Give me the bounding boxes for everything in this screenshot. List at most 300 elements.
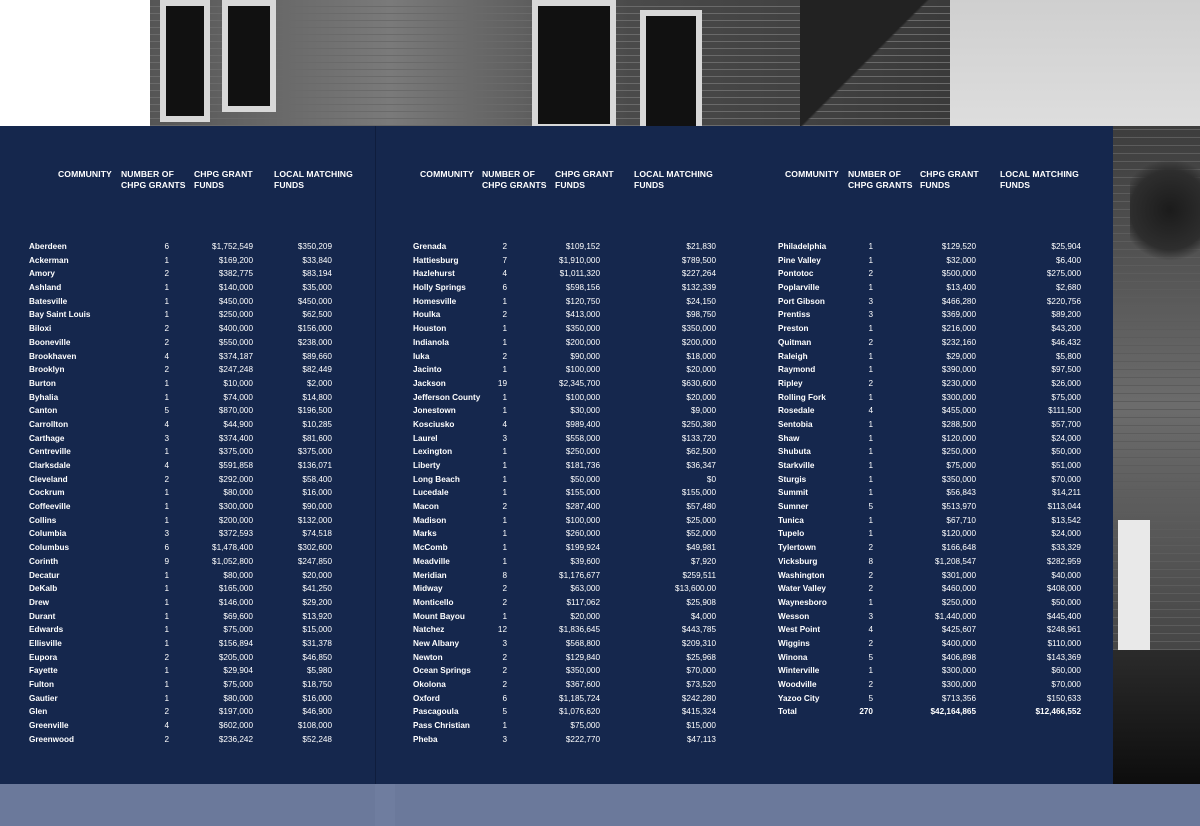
header-number-of-grants <box>848 169 913 190</box>
local-matching-funds: $89,200 <box>1051 310 1081 320</box>
grant-funds: $400,000 <box>218 324 253 334</box>
community-name: Cockrum <box>29 488 65 498</box>
grant-count: 2 <box>502 652 507 662</box>
header-grant-funds-line: CHPG GRANT <box>920 169 979 179</box>
table-row <box>749 459 1113 473</box>
community-name: Pine Valley <box>778 255 821 265</box>
grant-funds: $1,440,000 <box>935 611 976 621</box>
local-matching-funds: $13,542 <box>1051 515 1081 525</box>
local-matching-funds: $24,000 <box>1051 529 1081 539</box>
grant-count: 4 <box>164 461 169 470</box>
community-name: Columbus <box>29 543 70 553</box>
header-number-of-grants-line: CHPG GRANTS <box>848 179 913 190</box>
grant-count: 1 <box>164 680 169 689</box>
grant-count: 1 <box>868 515 873 525</box>
grant-funds: $197,000 <box>218 707 253 717</box>
local-matching-funds: $247,850 <box>297 556 332 566</box>
table-row <box>0 705 364 719</box>
community-name: Water Valley <box>778 584 826 594</box>
grant-funds: $870,000 <box>218 406 253 416</box>
local-matching-funds: $238,000 <box>297 337 332 347</box>
community-name: Starkville <box>778 461 815 470</box>
table-row <box>0 267 364 281</box>
grant-count: 1 <box>868 242 873 251</box>
community-name: Newton <box>413 652 443 662</box>
grant-count: 3 <box>868 296 873 306</box>
local-matching-funds: $275,000 <box>1046 269 1081 279</box>
grant-funds: $247,248 <box>218 365 253 375</box>
table-row <box>384 569 748 583</box>
table-row <box>0 473 364 487</box>
table-row <box>749 596 1113 610</box>
community-name: Macon <box>413 502 439 512</box>
grant-funds: $129,840 <box>565 652 600 662</box>
community-name: Marks <box>413 529 437 539</box>
community-name: Ocean Springs <box>413 666 471 676</box>
table-row <box>0 596 364 610</box>
local-matching-funds: $50,000 <box>1051 447 1081 457</box>
grant-count: 1 <box>868 283 873 293</box>
grant-count: 1 <box>502 324 507 334</box>
community-name: Yazoo City <box>778 693 820 703</box>
window-center-left <box>222 0 276 112</box>
grant-count: 9 <box>164 556 169 566</box>
grant-funds: $80,000 <box>223 693 253 703</box>
local-matching-funds: $155,000 <box>681 488 716 498</box>
community-name: Natchez <box>413 625 445 635</box>
grant-count: 1 <box>868 597 873 607</box>
grant-funds: $1,011,320 <box>559 269 600 279</box>
grant-count: 3 <box>868 611 873 621</box>
grant-count: 2 <box>164 707 169 717</box>
local-matching-funds: $25,908 <box>686 597 716 607</box>
grant-count: 1 <box>502 488 507 498</box>
community-name: Centreville <box>29 447 71 457</box>
community-name: Decatur <box>29 570 60 580</box>
table-row <box>0 350 364 364</box>
grant-count: 4 <box>164 351 169 361</box>
grant-funds: $369,000 <box>941 310 976 320</box>
local-matching-funds: $73,520 <box>686 680 716 689</box>
grant-funds: $450,000 <box>218 296 253 306</box>
community-name: Greenville <box>29 721 69 731</box>
table-row <box>0 555 364 569</box>
grant-count: 1 <box>502 556 507 566</box>
local-matching-funds: $9,000 <box>690 406 716 416</box>
header-grant-funds <box>920 169 979 190</box>
grant-funds: $602,000 <box>218 721 253 731</box>
community-name: Okolona <box>413 680 446 689</box>
local-matching-funds: $62,500 <box>686 447 716 457</box>
community-name: Batesville <box>29 296 68 306</box>
grant-funds: $513,970 <box>941 502 976 512</box>
grant-funds: $466,280 <box>941 296 976 306</box>
grant-funds: $250,000 <box>565 447 600 457</box>
table-row <box>749 322 1113 336</box>
header-number-of-grants-line: NUMBER OF <box>121 169 174 179</box>
table-row <box>384 705 748 719</box>
local-matching-funds: $33,840 <box>302 255 332 265</box>
community-name: Ripley <box>778 378 803 388</box>
grant-funds: $75,000 <box>570 721 600 731</box>
grant-funds: $236,242 <box>218 734 253 744</box>
grant-funds: $90,000 <box>570 351 600 361</box>
local-matching-funds: $259,511 <box>682 570 716 580</box>
grant-count: 3 <box>164 529 169 539</box>
grant-count: 2 <box>164 269 169 279</box>
table-row <box>384 555 748 569</box>
community-name: Booneville <box>29 337 71 347</box>
table-row <box>384 432 748 446</box>
community-name: Preston <box>778 324 809 334</box>
grant-count: 2 <box>868 378 873 388</box>
table-row <box>384 527 748 541</box>
local-matching-funds: $21,830 <box>686 242 716 251</box>
local-matching-funds: $156,000 <box>297 324 332 334</box>
grant-funds: $713,356 <box>941 693 976 703</box>
table-row <box>749 404 1113 418</box>
community-name: Poplarville <box>778 283 820 293</box>
community-name: Lucedale <box>413 488 449 498</box>
local-matching-funds: $443,785 <box>681 625 716 635</box>
grant-count: 1 <box>164 310 169 320</box>
community-name: Byhalia <box>29 392 59 402</box>
table-row <box>384 623 748 637</box>
header-number-of-grants <box>121 169 186 190</box>
grant-count: 4 <box>868 406 873 416</box>
local-matching-funds: $375,000 <box>297 447 332 457</box>
community-name: Glen <box>29 707 48 717</box>
table-row <box>384 651 748 665</box>
local-matching-funds: $196,500 <box>297 406 332 416</box>
community-name: Oxford <box>413 693 440 703</box>
grant-count: 2 <box>164 337 169 347</box>
local-matching-funds: $46,850 <box>302 652 332 662</box>
table-row <box>0 404 364 418</box>
local-matching-funds: $14,800 <box>302 392 332 402</box>
table-row <box>749 308 1113 322</box>
grant-funds: $200,000 <box>218 515 253 525</box>
local-matching-funds: $5,980 <box>306 666 332 676</box>
community-name: Tylertown <box>778 543 817 553</box>
table-row <box>384 596 748 610</box>
header-local-matching-line: LOCAL MATCHING <box>634 169 713 179</box>
grant-count: 1 <box>868 433 873 443</box>
grant-count: 1 <box>502 474 507 484</box>
table-row <box>384 541 748 555</box>
grant-funds: $250,000 <box>218 310 253 320</box>
local-matching-funds: $25,968 <box>686 652 716 662</box>
header-community-line: COMMUNITY <box>420 169 474 179</box>
table-row <box>749 610 1113 624</box>
local-matching-funds: $20,000 <box>686 392 716 402</box>
local-matching-funds: $26,000 <box>1051 378 1081 388</box>
grant-count: 1 <box>164 502 169 512</box>
table-row <box>749 363 1113 377</box>
table-row <box>384 295 748 309</box>
local-matching-funds: $60,000 <box>1051 666 1081 676</box>
community-name: Corinth <box>29 556 59 566</box>
grant-count: 12 <box>497 625 507 635</box>
table-row <box>384 582 748 596</box>
community-name: Carthage <box>29 433 65 443</box>
table-row <box>0 541 364 555</box>
local-matching-funds: $12,466,552 <box>1035 707 1081 717</box>
local-matching-funds: $36,347 <box>686 461 716 470</box>
grant-funds: $250,000 <box>941 447 976 457</box>
grant-funds: $406,898 <box>941 652 976 662</box>
table-row <box>384 254 748 268</box>
grant-count: 1 <box>502 337 507 347</box>
community-name: Wiggins <box>778 638 810 648</box>
local-matching-funds: $16,000 <box>302 488 332 498</box>
table-row <box>0 486 364 500</box>
community-name: Ellisville <box>29 638 62 648</box>
local-matching-funds: $41,250 <box>302 584 332 594</box>
grant-funds: $32,000 <box>946 255 976 265</box>
community-name: Brooklyn <box>29 365 65 375</box>
local-matching-funds: $81,600 <box>302 433 332 443</box>
local-matching-funds: $250,380 <box>681 419 716 429</box>
local-matching-funds: $132,339 <box>681 283 716 293</box>
community-name: Monticello <box>413 597 454 607</box>
community-name: Quitman <box>778 337 812 347</box>
table-row <box>384 322 748 336</box>
grant-funds: $372,593 <box>218 529 253 539</box>
table-row <box>384 363 748 377</box>
grant-count: 1 <box>164 296 169 306</box>
table-row <box>749 473 1113 487</box>
local-matching-funds: $29,200 <box>302 597 332 607</box>
table-row <box>749 377 1113 391</box>
grant-funds: $1,836,645 <box>559 625 600 635</box>
grant-funds: $2,345,700 <box>559 378 600 388</box>
local-matching-funds: $14,211 <box>1052 488 1081 498</box>
grant-funds: $75,000 <box>223 680 253 689</box>
grant-count: 1 <box>164 625 169 635</box>
community-name: Pascagoula <box>413 707 459 717</box>
grant-funds: $42,164,865 <box>930 707 976 717</box>
grant-funds: $300,000 <box>941 392 976 402</box>
local-matching-funds: $350,209 <box>297 242 332 251</box>
table-row <box>749 281 1113 295</box>
local-matching-funds: $248,961 <box>1046 625 1081 635</box>
grant-funds: $374,400 <box>218 433 253 443</box>
grant-funds: $500,000 <box>941 269 976 279</box>
table-row <box>384 404 748 418</box>
table-row <box>0 445 364 459</box>
side-window <box>1118 520 1150 650</box>
local-matching-funds: $25,904 <box>1051 242 1081 251</box>
local-matching-funds: $6,400 <box>1055 255 1081 265</box>
total-row <box>749 705 1113 719</box>
grant-count: 1 <box>502 406 507 416</box>
local-matching-funds: $450,000 <box>297 296 332 306</box>
table-row <box>749 527 1113 541</box>
community-name: Tunica <box>778 515 804 525</box>
table-row <box>749 418 1113 432</box>
local-matching-funds: $51,000 <box>1051 461 1081 470</box>
header-grant-funds-line: FUNDS <box>194 179 225 190</box>
grant-funds: $56,843 <box>946 488 976 498</box>
header-community <box>785 169 839 180</box>
grant-count: 5 <box>868 652 873 662</box>
table-row <box>749 678 1113 692</box>
grant-funds: $156,894 <box>218 638 253 648</box>
grant-funds: $1,910,000 <box>559 255 600 265</box>
grant-funds: $1,052,800 <box>212 556 253 566</box>
grant-count: 1 <box>164 392 169 402</box>
header-number-of-grants-line: CHPG GRANTS <box>121 179 186 190</box>
grant-count: 2 <box>868 543 873 553</box>
community-name: Shaw <box>778 433 800 443</box>
local-matching-funds: $408,000 <box>1046 584 1081 594</box>
grant-count: 1 <box>868 419 873 429</box>
grant-count: 1 <box>502 543 507 553</box>
local-matching-funds: $282,959 <box>1046 556 1081 566</box>
grant-count: 1 <box>164 693 169 703</box>
table-row <box>384 336 748 350</box>
community-name: Kosciusko <box>413 419 455 429</box>
header-number-of-grants-line: NUMBER OF <box>848 169 901 179</box>
grant-count: 4 <box>868 625 873 635</box>
grant-funds: $30,000 <box>570 406 600 416</box>
table-row <box>384 678 748 692</box>
grant-count: 2 <box>868 680 873 689</box>
community-name: Sumner <box>778 502 809 512</box>
grant-count: 3 <box>164 433 169 443</box>
table-row <box>0 281 364 295</box>
grant-count: 2 <box>502 584 507 594</box>
local-matching-funds: $97,500 <box>1051 365 1081 375</box>
table-row <box>749 514 1113 528</box>
table-row <box>0 610 364 624</box>
local-matching-funds: $74,518 <box>302 529 332 539</box>
grant-count: 1 <box>164 255 169 265</box>
grant-funds: $75,000 <box>223 625 253 635</box>
community-name: Lexington <box>413 447 453 457</box>
community-name: Drew <box>29 597 50 607</box>
local-matching-funds: $13,600.00 <box>675 584 716 594</box>
grant-funds: $350,000 <box>941 474 976 484</box>
table-row <box>749 267 1113 281</box>
local-matching-funds: $83,194 <box>302 269 332 279</box>
local-matching-funds: $62,500 <box>302 310 332 320</box>
grant-funds: $100,000 <box>565 392 600 402</box>
grant-count: 1 <box>868 365 873 375</box>
table-row <box>384 610 748 624</box>
grant-count: 2 <box>164 734 169 744</box>
grant-funds: $165,000 <box>218 584 253 594</box>
local-matching-funds: $89,660 <box>302 351 332 361</box>
grant-count: 2 <box>502 597 507 607</box>
grant-count: 8 <box>502 570 507 580</box>
grant-count: 6 <box>502 283 507 293</box>
grant-count: 1 <box>164 597 169 607</box>
local-matching-funds: $133,720 <box>681 433 716 443</box>
grant-count: 3 <box>868 310 873 320</box>
local-matching-funds: $46,432 <box>1051 337 1081 347</box>
local-matching-funds: $350,000 <box>681 324 716 334</box>
table-row <box>0 336 364 350</box>
table-row <box>384 445 748 459</box>
community-name: Edwards <box>29 625 64 635</box>
grant-funds: $74,000 <box>223 392 253 402</box>
local-matching-funds: $70,000 <box>1051 680 1081 689</box>
table-row <box>384 733 748 747</box>
local-matching-funds: $143,369 <box>1046 652 1081 662</box>
table-rows <box>749 240 1113 719</box>
table-row <box>749 555 1113 569</box>
grant-count: 1 <box>868 255 873 265</box>
grant-count: 2 <box>868 584 873 594</box>
community-name: Fulton <box>29 680 55 689</box>
table-row <box>0 391 364 405</box>
grant-count: 2 <box>502 666 507 676</box>
table-row <box>749 391 1113 405</box>
grant-count: 1 <box>502 365 507 375</box>
grant-funds: $109,152 <box>565 242 600 251</box>
header-number-of-grants-line: NUMBER OF <box>482 169 535 179</box>
local-matching-funds: $47,113 <box>687 734 716 744</box>
community-name: Rosedale <box>778 406 815 416</box>
table-row <box>384 664 748 678</box>
grant-funds: $425,607 <box>941 625 976 635</box>
grant-count: 1 <box>164 283 169 293</box>
community-name: Fayette <box>29 666 58 676</box>
grant-funds: $13,400 <box>946 283 976 293</box>
ground-shadow <box>1113 650 1200 784</box>
local-matching-funds: $70,000 <box>1051 474 1081 484</box>
table-row <box>749 623 1113 637</box>
table-row <box>0 692 364 706</box>
table-row <box>384 692 748 706</box>
grant-count: 1 <box>164 666 169 676</box>
grant-count: 5 <box>502 707 507 717</box>
grant-count: 2 <box>502 310 507 320</box>
local-matching-funds: $209,310 <box>681 638 716 648</box>
community-name: Biloxi <box>29 324 52 334</box>
grant-count: 1 <box>868 392 873 402</box>
local-matching-funds: $52,000 <box>686 529 716 539</box>
grant-funds: $80,000 <box>223 570 253 580</box>
local-matching-funds: $2,000 <box>306 378 332 388</box>
grant-count: 1 <box>502 392 507 402</box>
local-matching-funds: $630,600 <box>681 378 716 388</box>
grant-funds: $350,000 <box>565 666 600 676</box>
grant-count: 5 <box>868 502 873 512</box>
local-matching-funds: $18,750 <box>302 680 332 689</box>
local-matching-funds: $13,920 <box>302 611 332 621</box>
grant-count: 8 <box>868 556 873 566</box>
grant-funds: $550,000 <box>218 337 253 347</box>
community-name: Jackson <box>413 378 446 388</box>
grant-count: 1 <box>868 529 873 539</box>
local-matching-funds: $136,071 <box>297 461 332 470</box>
table-row <box>749 651 1113 665</box>
grant-count: 1 <box>868 461 873 470</box>
community-name: Pheba <box>413 734 438 744</box>
table-row <box>749 582 1113 596</box>
grant-count: 1 <box>164 638 169 648</box>
grant-funds: $230,000 <box>941 378 976 388</box>
local-matching-funds: $49,981 <box>686 543 716 553</box>
table-row <box>384 486 748 500</box>
local-matching-funds: $43,200 <box>1051 324 1081 334</box>
community-name: Sentobia <box>778 419 813 429</box>
local-matching-funds: $2,680 <box>1055 283 1081 293</box>
grant-funds: $1,176,677 <box>559 570 600 580</box>
